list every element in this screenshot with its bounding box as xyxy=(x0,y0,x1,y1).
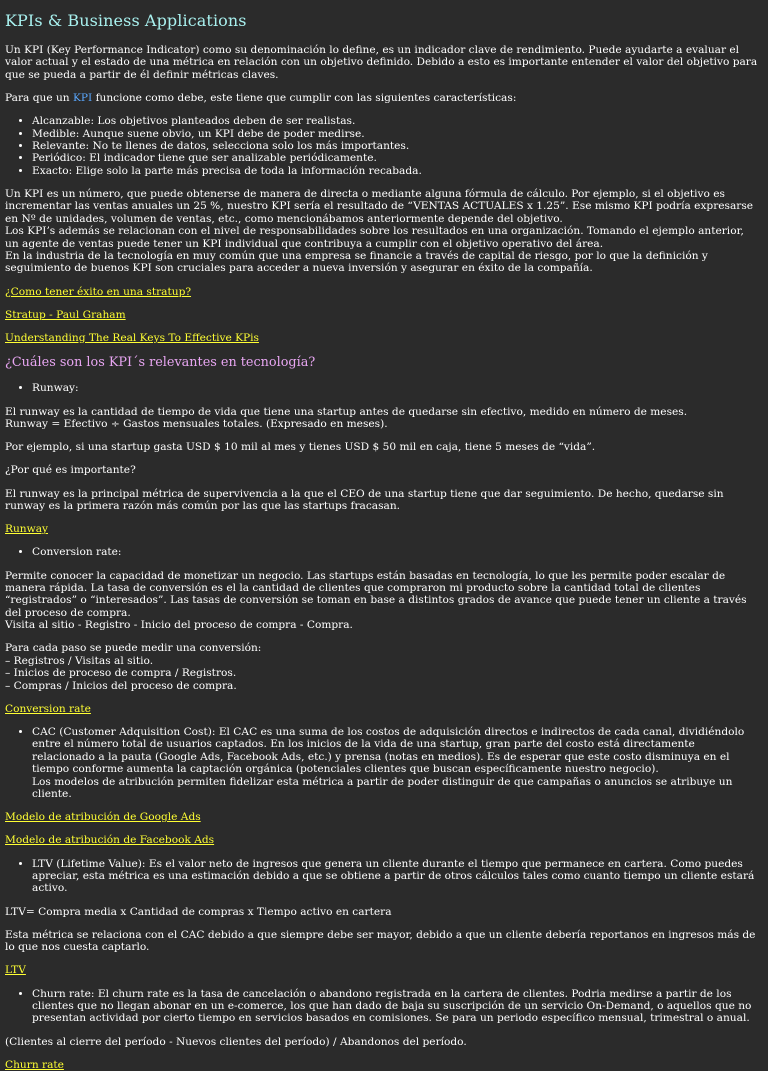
runway-example: Por ejemplo, si una startup gasta USD $ 10 mil al mes y tienes USD $ 50 mil en caja, tiene 5 meses de “vida”. xyxy=(5,441,596,454)
runway-answer: El runway es la principal métrica de supervivencia a la que el CEO de una startup tiene que dar seguimiento. De hecho, quedarse sin runway es la primera razón más común por las que las startups fracasan. xyxy=(5,487,724,512)
kpi-link[interactable]: KPI xyxy=(72,92,93,105)
list-item: • Conversion rate: xyxy=(32,546,759,558)
conversion-step: – Compras / Inicios del proceso de compra. xyxy=(5,679,237,692)
runway-definition xyxy=(5,406,759,431)
paul-graham-link[interactable]: Stratup - Paul Graham xyxy=(5,308,126,321)
conversion-step: – Registros / Visitas al sitio. xyxy=(5,654,154,667)
list-item: • Runway: xyxy=(32,382,759,394)
link-paragraph xyxy=(5,811,759,823)
conversion-rate-link[interactable]: Conversion rate xyxy=(5,702,91,715)
stratup-success-link[interactable]: ¿Como tener éxito en una stratup? xyxy=(5,285,192,298)
runway-question: ¿Por qué es importante? xyxy=(5,464,136,477)
link-paragraph xyxy=(5,834,759,846)
link-paragraph xyxy=(5,286,759,298)
conversion-funnel-line: Visita al sitio - Registro - Inicio del proceso de compra - Compra. xyxy=(5,619,353,632)
list-item: • LTV (Lifetime Value): Es el valor neto de ingresos que genera un cliente durante el tiempo que permanece en cartera. Como puedes apreciar, esta métrica es una estimación debido a que se obtiene a partir de otros cálculos tales como cuanto tiempo un cliente estará activo. xyxy=(32,858,759,895)
conversion-steps xyxy=(5,642,759,692)
link-paragraph xyxy=(5,523,759,535)
ltv-relation: Esta métrica se relaciona con el CAC debido a que siempre debe ser mayor, debido a que un cliente debería reportanos en ingresos más de lo que nos cuesta captarlo. xyxy=(5,928,756,954)
intro-paragraph: Un KPI (Key Performance Indicator) como su denominación lo define, es un indicador clave de rendimiento. Puede ayudarte a evaluar el valor actual y el estado de una métrica en relación con un objetivo definido. Debido a esto es importante entender el valor del objetivo para que se pueda a partir de él definir métricas claves. xyxy=(5,44,758,81)
facebook-ads-attribution-link[interactable]: Modelo de atribución de Facebook Ads xyxy=(5,834,215,847)
conversion-list xyxy=(5,546,759,558)
kpi-description-line: Un KPI es un número, que puede obtenerse de manera de directa o mediante alguna fórmula de cálculo. Por ejemplo, si el objetivo es incrementar las ventas anuales un 25 %, nuestro KPI sería el resultado de “VENTAS ACTUALES x 1.25”. Ese mismo KPI podría expresarse en Nº de unidades, volumen de ventas, etc., como mencionábamos anteriormente depende del objetivo. xyxy=(5,188,754,225)
cac-list xyxy=(5,726,759,800)
conversion-steps-title: Para cada paso se puede medir una conversión: xyxy=(5,642,262,655)
kpi-requirements-before: Para que un xyxy=(5,92,73,105)
page-title: KPIs & Business Applications xyxy=(5,11,247,30)
link-paragraph xyxy=(5,332,759,344)
link-paragraph xyxy=(5,703,759,715)
runway-definition-line: El runway es la cantidad de tiempo de vida que tiene una startup antes de quedarse sin efectivo, medido en número de meses. xyxy=(5,405,688,418)
kpi-description-line: En la industria de la tecnología en muy común que una empresa se financie a través de capital de riesgo, por lo que la definición y seguimiento de buenos KPI son cruciales para acceder a nueva inversión y asegurar en éxito de la compañía. xyxy=(5,250,708,275)
conversion-description xyxy=(5,570,759,632)
ltv-formula: LTV= Compra media x Cantidad de compras x Tiempo activo en cartera xyxy=(5,905,392,918)
list-item: • Medible: Aunque suene obvio, un KPI debe de poder medirse. xyxy=(32,128,759,140)
runway-link[interactable]: Runway xyxy=(5,523,48,536)
cac-attribution-text: Los modelos de atribución permiten fidelizar esta métrica a partir de poder distinguir de que campañas o anuncios se atribuye un cliente. xyxy=(32,775,733,801)
effective-kpis-link[interactable]: Understanding The Real Keys To Effective KPis xyxy=(5,332,259,345)
link-paragraph xyxy=(5,309,759,321)
list-item: • Alcanzable: Los objetivos planteados deben de ser realistas. xyxy=(32,115,759,127)
list-item: • Churn rate: El churn rate es la tasa de cancelación o abandono registrada en la cartera de clientes. Podria medirse a partir de los clientes que no llegan abonar en un e-comerce, los que han dado de baja su suscripción de un servicio On-Demand, o aquellos que no presentan actividad por cierto tiempo en servicios basados en comisiones. Se para un periodo específico mensual, trimestral o anual. xyxy=(32,988,759,1025)
ltv-link[interactable]: LTV xyxy=(5,964,26,977)
kpi-requirements-after: funcione como debe, este tiene que cumplir con las siguientes características: xyxy=(92,92,517,105)
characteristics-list xyxy=(5,115,759,177)
kpi-requirements-paragraph xyxy=(5,92,759,104)
link-paragraph xyxy=(5,964,759,976)
runway-list xyxy=(5,382,759,394)
google-ads-attribution-link[interactable]: Modelo de atribución de Google Ads xyxy=(5,811,201,824)
conversion-step: – Inicios de proceso de compra / Registros. xyxy=(5,667,237,680)
kpi-description xyxy=(5,188,759,275)
churn-rate-link[interactable]: Churn rate xyxy=(5,1058,64,1071)
kpi-description-line: Los KPI’s además se relacionan con el nivel de responsabilidades sobre los resultados en una organización. Tomando el ejemplo anterior, un agente de ventas puede tener un KPI individual que contribuya a cumplir con el objetivo operativo del área. xyxy=(5,225,744,250)
list-item: • Periódico: El indicador tiene que ser analizable periódicamente. xyxy=(32,152,759,164)
churn-formula: (Clientes al cierre del período - Nuevos clientes del período) / Abandonos del período. xyxy=(5,1035,467,1048)
cac-text: • CAC (Customer Adquisition Cost): El CAC es una suma de los costos de adquisición directos e indirectos de cada canal, dividiéndolo entre el número total de usuarios captados. En los inicios de la vida de una startup, gran parte del costo está directamente relacionado a la pauta (Google Ads, Facebook Ads, etc.) y prensa (notas en medios). Es de esperar que este costo disminuya en el tiempo conforme aumenta la captación orgánica (potenciales clientes que buscan específicamente nuestro negocio). xyxy=(32,725,745,776)
runway-formula-line: Runway = Efectivo ÷ Gastos mensuales totales. (Expresado en meses). xyxy=(5,417,388,430)
ltv-list xyxy=(5,858,759,895)
conversion-description-line: Permite conocer la capacidad de monetizar un negocio. Las startups están basadas en tecnología, lo que les permite poder escalar de manera rápida. La tasa de conversión es el la cantidad de clientes que compraron mi producto sobre la cantidad total de clientes “registrados” o “interesados”. Las tasas de conversión se toman en base a distintos grados de avance que puede tener un cliente a través del proceso de compra. xyxy=(5,569,747,619)
churn-list xyxy=(5,988,759,1025)
list-item: • Exacto: Elige solo la parte más precisa de toda la información recabada. xyxy=(32,165,759,177)
link-paragraph xyxy=(5,1059,759,1071)
list-item: • Relevante: No te llenes de datos, selecciona solo los más importantes. xyxy=(32,140,759,152)
section-title: ¿Cuáles son los KPI´s relevantes en tecnología? xyxy=(5,355,316,371)
list-item xyxy=(32,726,759,800)
